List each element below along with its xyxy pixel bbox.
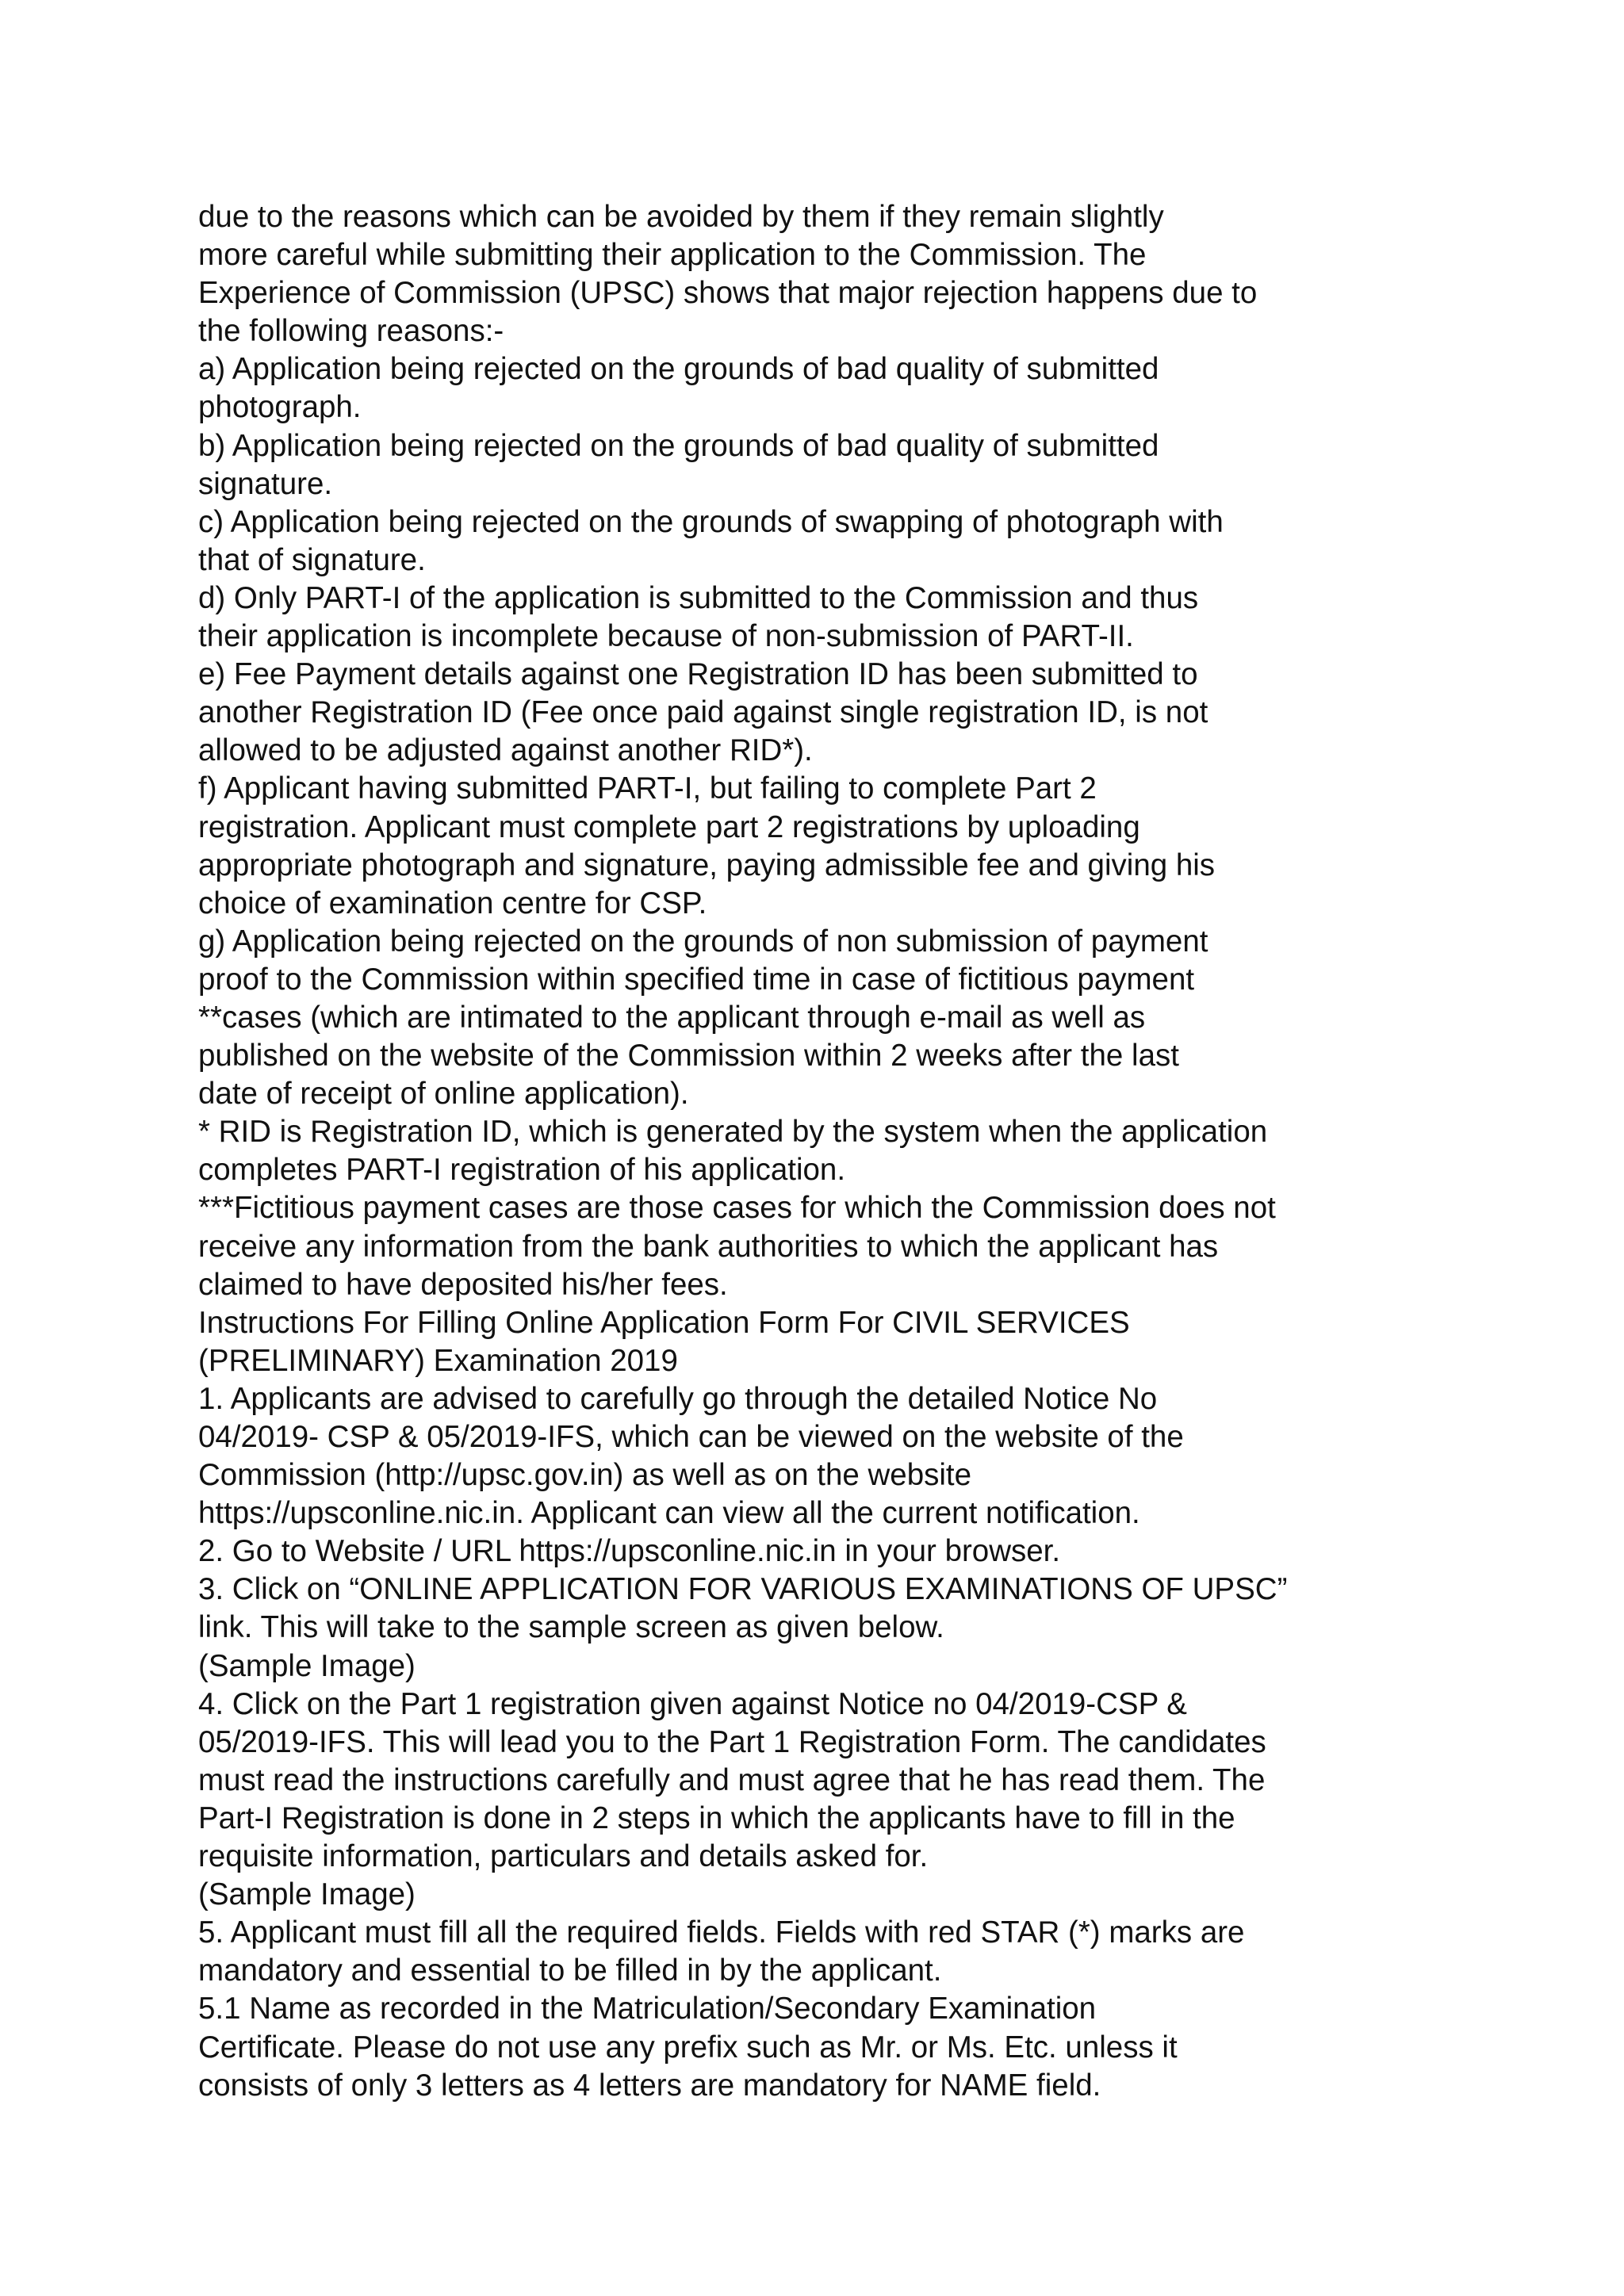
text-line: requisite information, particulars and details asked for. — [198, 1839, 929, 1874]
text-line: Part-I Registration is done in 2 steps in which the applicants have to fill in the — [198, 1800, 1235, 1835]
text-line: b) Application being rejected on the grounds of bad quality of submitted — [198, 428, 1159, 463]
text-line: 4. Click on the Part 1 registration given against Notice no 04/2019-CSP & — [198, 1686, 1187, 1721]
text-line: receive any information from the bank authorities to which the applicant has — [198, 1229, 1219, 1264]
text-line: must read the instructions carefully and must agree that he has read them. The — [198, 1762, 1266, 1797]
text-line: the following reasons:- — [198, 314, 504, 349]
text-line: Instructions For Filling Online Application Form For CIVIL SERVICES — [198, 1305, 1130, 1340]
text-line: * RID is Registration ID, which is generated by the system when the application — [198, 1115, 1268, 1150]
text-line: that of signature. — [198, 542, 426, 577]
text-line: completes PART-I registration of his application. — [198, 1153, 846, 1188]
text-line: (PRELIMINARY) Examination 2019 — [198, 1343, 678, 1378]
text-line: claimed to have deposited his/her fees. — [198, 1267, 728, 1302]
text-line: signature. — [198, 466, 333, 501]
text-line: appropriate photograph and signature, paying admissible fee and giving his — [198, 848, 1216, 882]
text-line: proof to the Commission within specified time in case of fictitious payment — [198, 962, 1195, 997]
text-line: 1. Applicants are advised to carefully go through the detailed Notice No — [198, 1381, 1158, 1416]
text-line: f) Applicant having submitted PART-I, but failing to complete Part 2 — [198, 771, 1097, 806]
text-line: date of receipt of online application). — [198, 1077, 689, 1112]
text-line: e) Fee Payment details against one Registration ID has been submitted to — [198, 657, 1198, 692]
text-line: due to the reasons which can be avoided by them if they remain slightly — [198, 200, 1164, 234]
text-line: mandatory and essential to be filled in by the applicant. — [198, 1954, 942, 1988]
text-line: registration. Applicant must complete part 2 registrations by uploading — [198, 809, 1140, 844]
text-line: choice of examination centre for CSP. — [198, 886, 707, 920]
text-line: c) Application being rejected on the grounds of swapping of photograph with — [198, 504, 1224, 539]
text-line: 2. Go to Website / URL https://upsconline.nic.in in your browser. — [198, 1534, 1061, 1569]
text-line: **cases (which are intimated to the applicant through e-mail as well as — [198, 1000, 1146, 1035]
text-line: 04/2019- CSP & 05/2019-IFS, which can be viewed on the website of the — [198, 1420, 1184, 1454]
text-line: allowed to be adjusted against another RID*). — [198, 733, 813, 768]
text-line: Experience of Commission (UPSC) shows that major rejection happens due to — [198, 276, 1258, 311]
text-line: Commission (http://upsc.gov.in) as well as on the website — [198, 1458, 972, 1493]
text-line: 5.1 Name as recorded in the Matriculation/Secondary Examination — [198, 1992, 1097, 2026]
text-line: g) Application being rejected on the grounds of non submission of payment — [198, 924, 1208, 959]
text-line: d) Only PART-I of the application is submitted to the Commission and thus — [198, 580, 1199, 615]
text-line: (Sample Image) — [198, 1877, 416, 1912]
text-line: a) Application being rejected on the grounds of bad quality of submitted — [198, 352, 1159, 387]
text-line: 05/2019-IFS. This will lead you to the Part 1 Registration Form. The candidates — [198, 1724, 1266, 1759]
text-line: photograph. — [198, 390, 362, 425]
text-line: https://upsconline.nic.in. Applicant can view all the current notification. — [198, 1496, 1140, 1531]
text-line: 5. Applicant must fill all the required fields. Fields with red STAR (*) marks are — [198, 1915, 1245, 1950]
text-line: link. This will take to the sample screen as given below. — [198, 1610, 944, 1645]
text-line: Certificate. Please do not use any prefix such as Mr. or Ms. Etc. unless it — [198, 2030, 1178, 2064]
text-line: another Registration ID (Fee once paid against single registration ID, is not — [198, 695, 1208, 730]
text-line: ***Fictitious payment cases are those cases for which the Commission does not — [198, 1191, 1276, 1226]
text-line: (Sample Image) — [198, 1648, 416, 1683]
text-line: 3. Click on “ONLINE APPLICATION FOR VARIOUS EXAMINATIONS OF UPSC” — [198, 1572, 1288, 1607]
text-line: published on the website of the Commission within 2 weeks after the last — [198, 1039, 1179, 1073]
text-line: more careful while submitting their application to the Commission. The — [198, 238, 1147, 273]
document-body — [198, 198, 1435, 2105]
text-line: their application is incomplete because of non-submission of PART-II. — [198, 619, 1134, 654]
text-line: consists of only 3 letters as 4 letters are mandatory for NAME field. — [198, 2068, 1101, 2103]
